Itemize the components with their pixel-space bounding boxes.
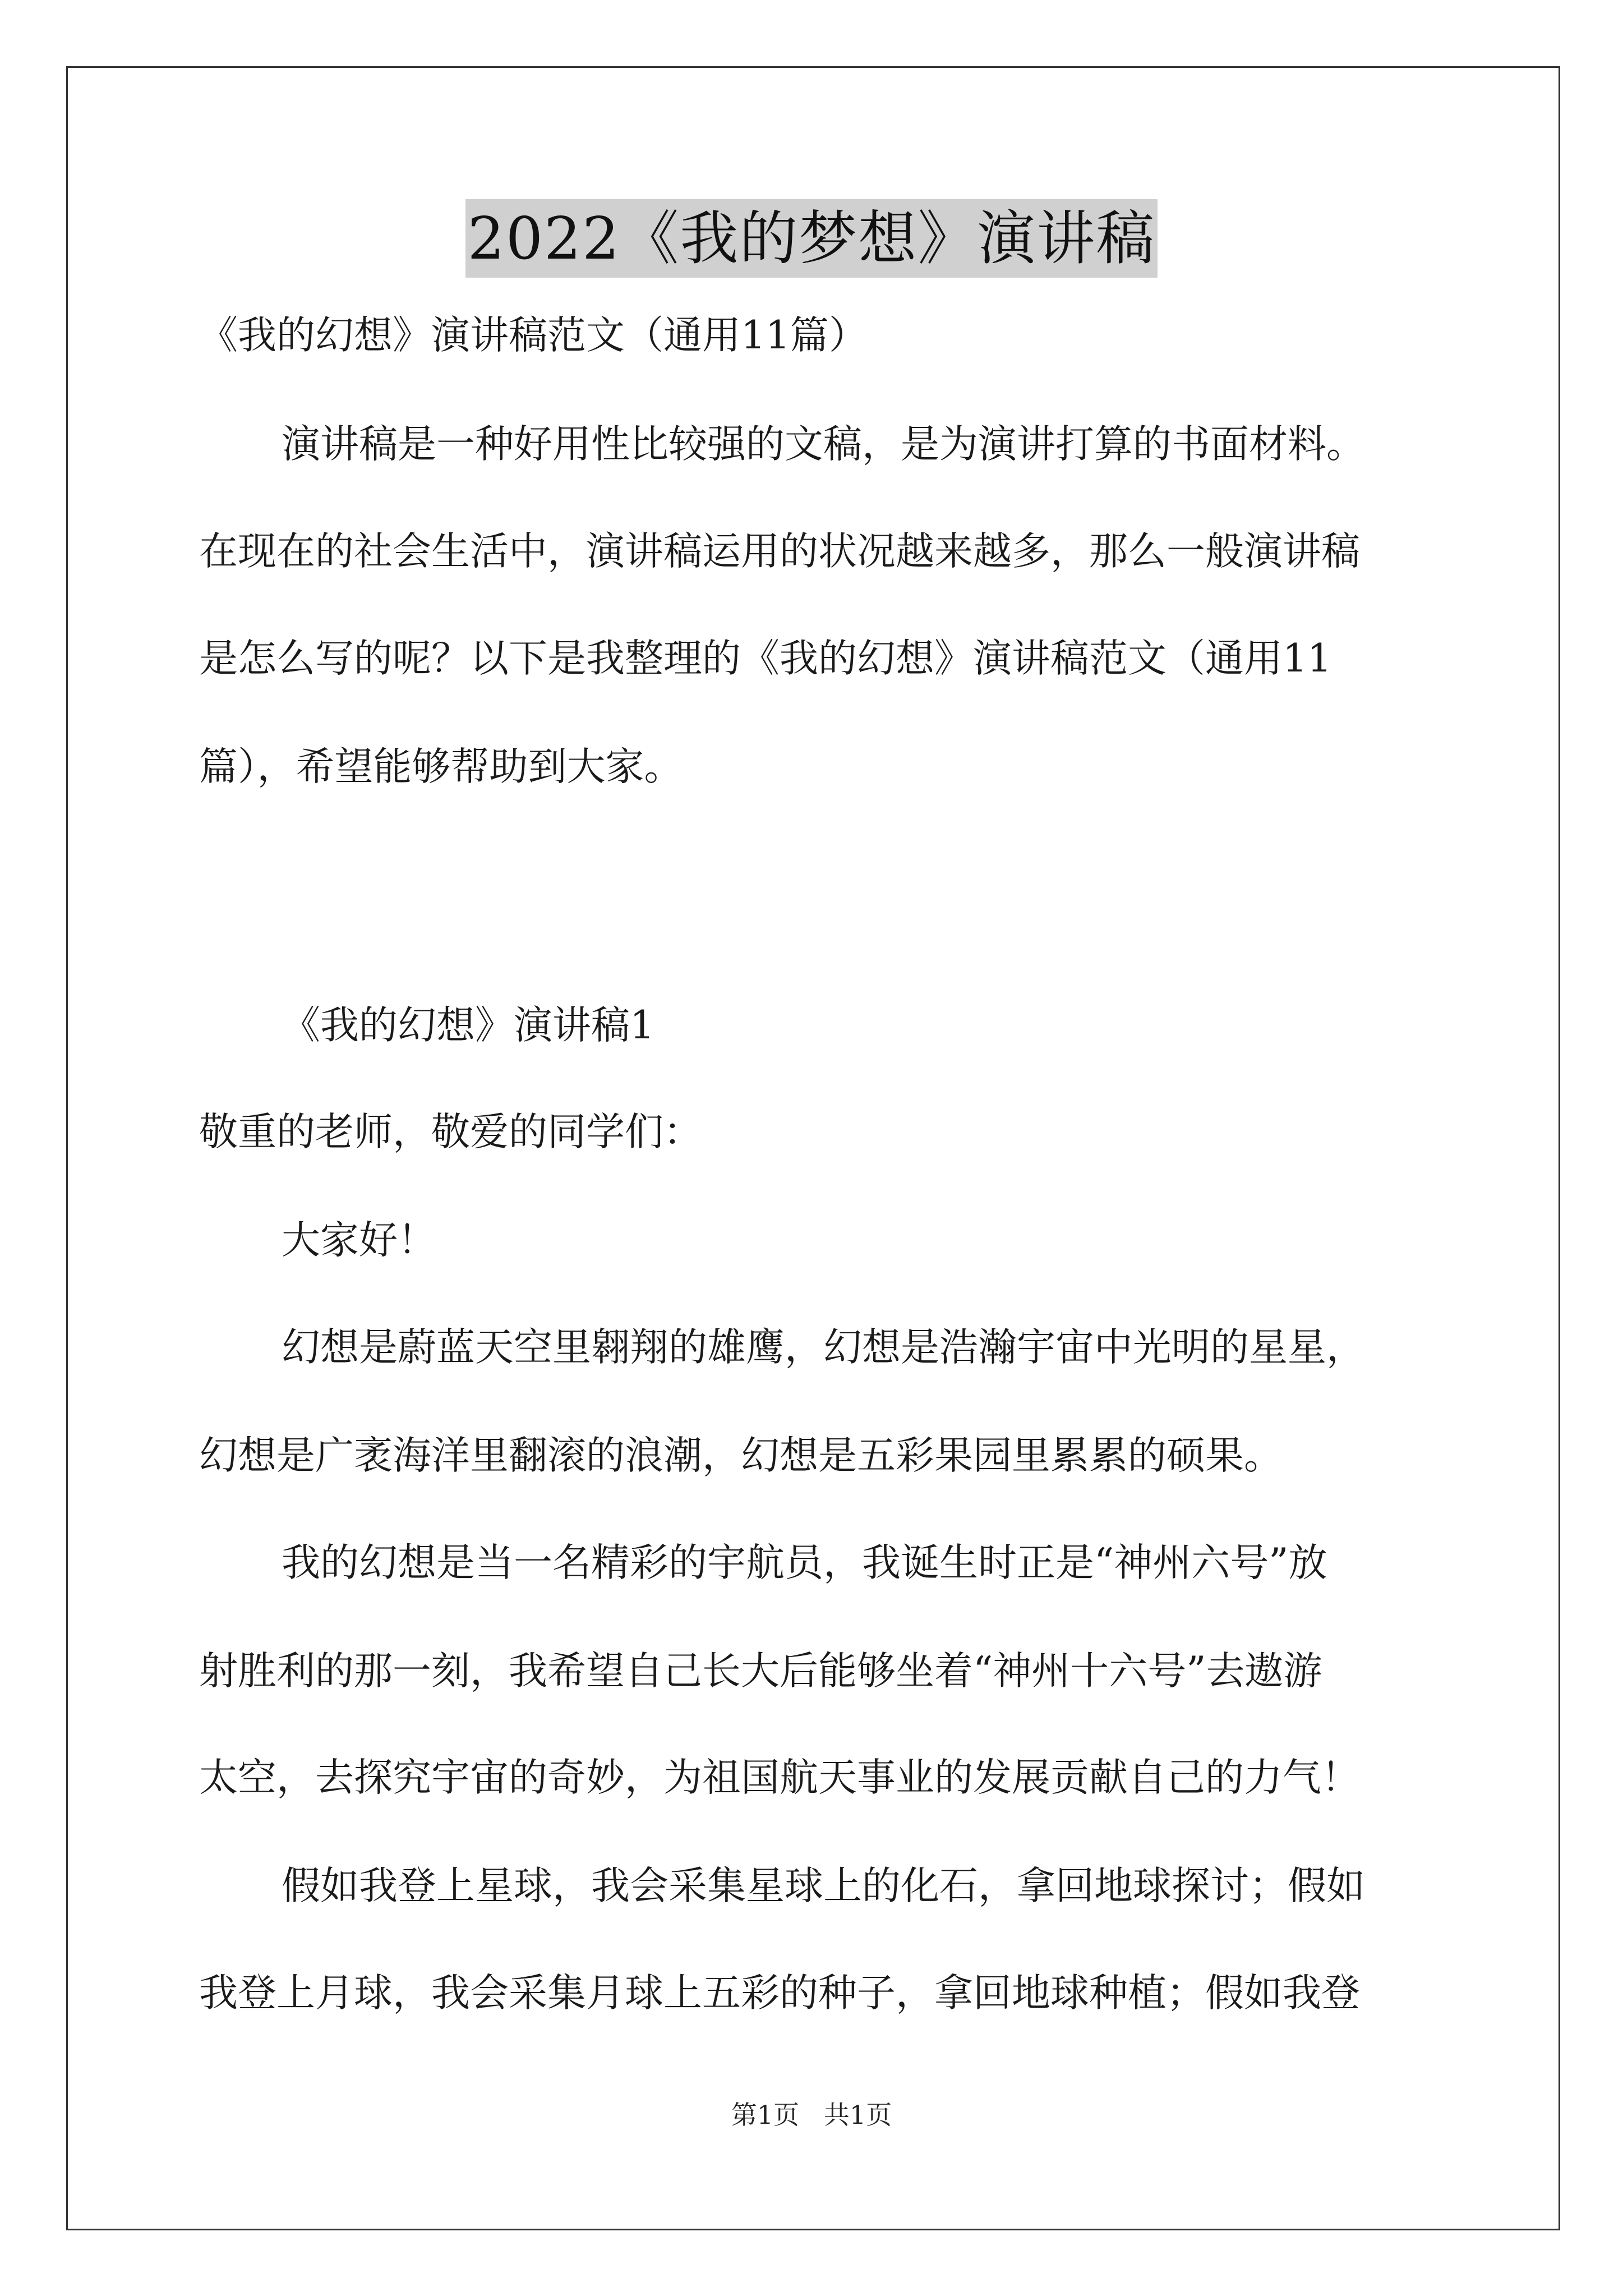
document-title: 2022《我的梦想》演讲稿 [465, 199, 1158, 278]
intro-line-3: 是怎么写的呢？以下是我整理的《我的幻想》演讲稿范文（通用11 [199, 636, 1332, 681]
section-heading: 《我的幻想》演讲稿1 [282, 1003, 654, 1048]
intro-line-4: 篇），希望能够帮助到大家。 [199, 744, 683, 789]
body-line-6: 假如我登上星球，我会采集星球上的化石，拿回地球探讨；假如 [282, 1864, 1365, 1908]
body-line-7: 我登上月球，我会采集月球上五彩的种子，拿回地球种植；假如我登 [199, 1971, 1360, 2016]
salutation: 敬重的老师，敬爱的同学们： [199, 1110, 702, 1154]
body-line-1: 幻想是蔚蓝天空里翱翔的雄鹰，幻想是浩瀚宇宙中光明的星星， [282, 1325, 1365, 1370]
intro-line-2: 在现在的社会生活中，演讲稿运用的状况越来越多，那么一般演讲稿 [199, 529, 1360, 574]
title-container [0, 199, 1623, 278]
body-line-4: 射胜利的那一刻，我希望自己长大后能够坐着“神州十六号”去遨游 [199, 1649, 1322, 1694]
page-footer: 第1页 共1页 [731, 2100, 892, 2130]
intro-line-1: 演讲稿是一种好用性比较强的文稿，是为演讲打算的书面材料。 [282, 422, 1365, 467]
document-subtitle: 《我的幻想》演讲稿范文（通用11篇） [199, 313, 868, 358]
greeting: 大家好！ [282, 1218, 436, 1263]
body-line-2: 幻想是广袤海洋里翻滚的浪潮，幻想是五彩果园里累累的硕果。 [199, 1433, 1283, 1478]
body-line-5: 太空，去探究宇宙的奇妙，为祖国航天事业的发展贡献自己的力气！ [199, 1755, 1360, 1800]
body-line-3: 我的幻想是当一名精彩的宇航员，我诞生时正是“神州六号”放 [282, 1540, 1327, 1585]
